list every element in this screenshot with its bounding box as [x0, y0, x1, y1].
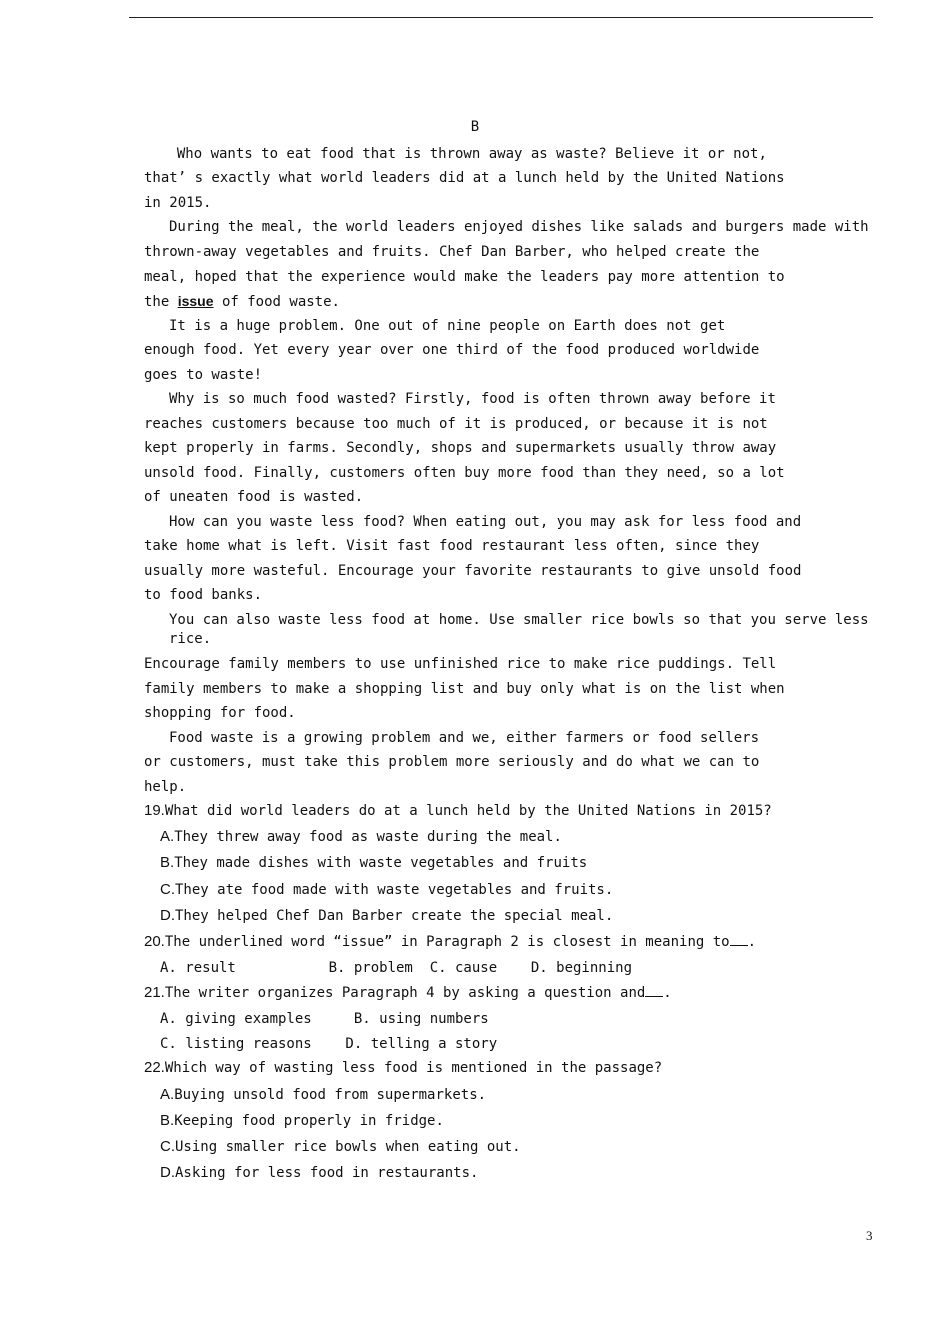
option-letter: A.	[160, 1086, 175, 1103]
option-22-c	[160, 1138, 521, 1156]
passage-line: thrown-away vegetables and fruits. Chef Dan Barber, who helped create the	[144, 244, 760, 260]
passage-line: take home what is left. Visit fast food restaurant less often, since they	[144, 538, 760, 554]
passage-line: in 2015.	[144, 195, 212, 211]
option-text: Buying unsold food from supermarkets.	[174, 1087, 487, 1103]
question-number: 21.	[144, 984, 165, 1001]
option-letter: B.	[160, 854, 175, 871]
header-rule	[129, 17, 873, 18]
question-number: 19.	[144, 802, 165, 819]
passage-text: of food waste.	[213, 294, 340, 310]
passage-line: How can you waste less food? When eating out, you may ask for less food and	[169, 514, 802, 530]
option-19-b	[160, 854, 587, 872]
passage-line: family members to make a shopping list and buy only what is on the list when	[144, 681, 785, 697]
option-19-c	[160, 881, 613, 899]
option-text: They helped Chef Dan Barber create the special meal.	[175, 908, 614, 924]
option-22-a	[160, 1086, 486, 1104]
passage-line: It is a huge problem. One out of nine people on Earth does not get	[169, 318, 726, 334]
option-text: Using smaller rice bowls when eating out.	[175, 1139, 521, 1155]
passage-line: kept properly in farms. Secondly, shops and supermarkets usually throw away	[144, 440, 777, 456]
passage-line: help.	[144, 779, 187, 795]
option-text: They ate food made with waste vegetables and fruits.	[175, 882, 614, 898]
question-text: What did world leaders do at a lunch held by the United Nations in 2015?	[164, 803, 772, 819]
answer-blank	[730, 933, 748, 946]
options-21-line2: C. listing reasons D. telling a story	[160, 1036, 498, 1052]
passage-line: unsold food. Finally, customers often buy more food than they need, so a lot	[144, 465, 785, 481]
question-suffix: .	[663, 985, 672, 1001]
option-letter: C.	[160, 881, 175, 898]
option-letter: C.	[160, 1138, 175, 1155]
option-letter: B.	[160, 1112, 175, 1129]
question-text: The writer organizes Paragraph 4 by asking a question and	[164, 985, 646, 1001]
passage-line: You can also waste less food at home. Use smaller rice bowls so that you serve less	[169, 612, 869, 628]
passage-line: of uneaten food is wasted.	[144, 489, 364, 505]
passage-line: shopping for food.	[144, 705, 296, 721]
passage-line: to food banks.	[144, 587, 263, 603]
passage-line	[144, 292, 340, 311]
option-text: They made dishes with waste vegetables and fruits	[174, 855, 588, 871]
option-19-d	[160, 907, 613, 925]
option-letter: D.	[160, 907, 175, 924]
passage-line: Food waste is a growing problem and we, either farmers or food sellers	[169, 730, 760, 746]
question-number: 20.	[144, 933, 165, 950]
options-21-line1: A. giving examples B. using numbers	[160, 1011, 489, 1027]
question-20	[144, 933, 756, 951]
passage-line: or customers, must take this problem more seriously and do what we can to	[144, 754, 760, 770]
passage-text: the	[144, 294, 178, 310]
question-text: Which way of wasting less food is mentioned in the passage?	[164, 1060, 663, 1076]
passage-line: During the meal, the world leaders enjoyed dishes like salads and burgers made with	[169, 219, 869, 235]
option-19-a	[160, 828, 562, 846]
passage-line: Encourage family members to use unfinished rice to make rice puddings. Tell	[144, 656, 777, 672]
answer-blank	[645, 984, 663, 997]
option-text: Keeping food properly in fridge.	[174, 1113, 444, 1129]
passage-line: Why is so much food wasted? Firstly, food is often thrown away before it	[169, 391, 776, 407]
option-22-d	[160, 1164, 478, 1182]
question-22	[144, 1059, 662, 1077]
passage-line: rice.	[169, 631, 212, 647]
option-text: They threw away food as waste during the meal.	[174, 829, 562, 845]
passage-line: usually more wasteful. Encourage your favorite restaurants to give unsold food	[144, 563, 802, 579]
passage-line: meal, hoped that the experience would make the leaders pay more attention to	[144, 269, 785, 285]
question-number: 22.	[144, 1059, 165, 1076]
question-suffix: .	[747, 934, 757, 950]
question-19	[144, 802, 772, 820]
underlined-word-issue: issue	[177, 293, 214, 309]
passage-line: enough food. Yet every year over one third of the food produced worldwide	[144, 342, 760, 358]
passage-line: goes to waste!	[144, 367, 263, 383]
question-21	[144, 984, 672, 1002]
passage-line: reaches customers because too much of it is produced, or because it is not	[144, 416, 768, 432]
page-number: 3	[866, 1228, 873, 1243]
option-letter: D.	[160, 1164, 175, 1181]
section-label: B	[470, 119, 480, 135]
passage-line: Who wants to eat food that is thrown away as waste? Believe it or not,	[160, 146, 767, 162]
options-20: A. result B. problem C. cause D. beginning	[160, 960, 633, 976]
question-text: The underlined word “issue” in Paragraph 2 is closest in meaning to	[164, 934, 730, 950]
option-text: Asking for less food in restaurants.	[175, 1165, 479, 1181]
passage-line: that’ s exactly what world leaders did at a lunch held by the United Nations	[144, 170, 785, 186]
option-22-b	[160, 1112, 444, 1130]
option-letter: A.	[160, 828, 175, 845]
